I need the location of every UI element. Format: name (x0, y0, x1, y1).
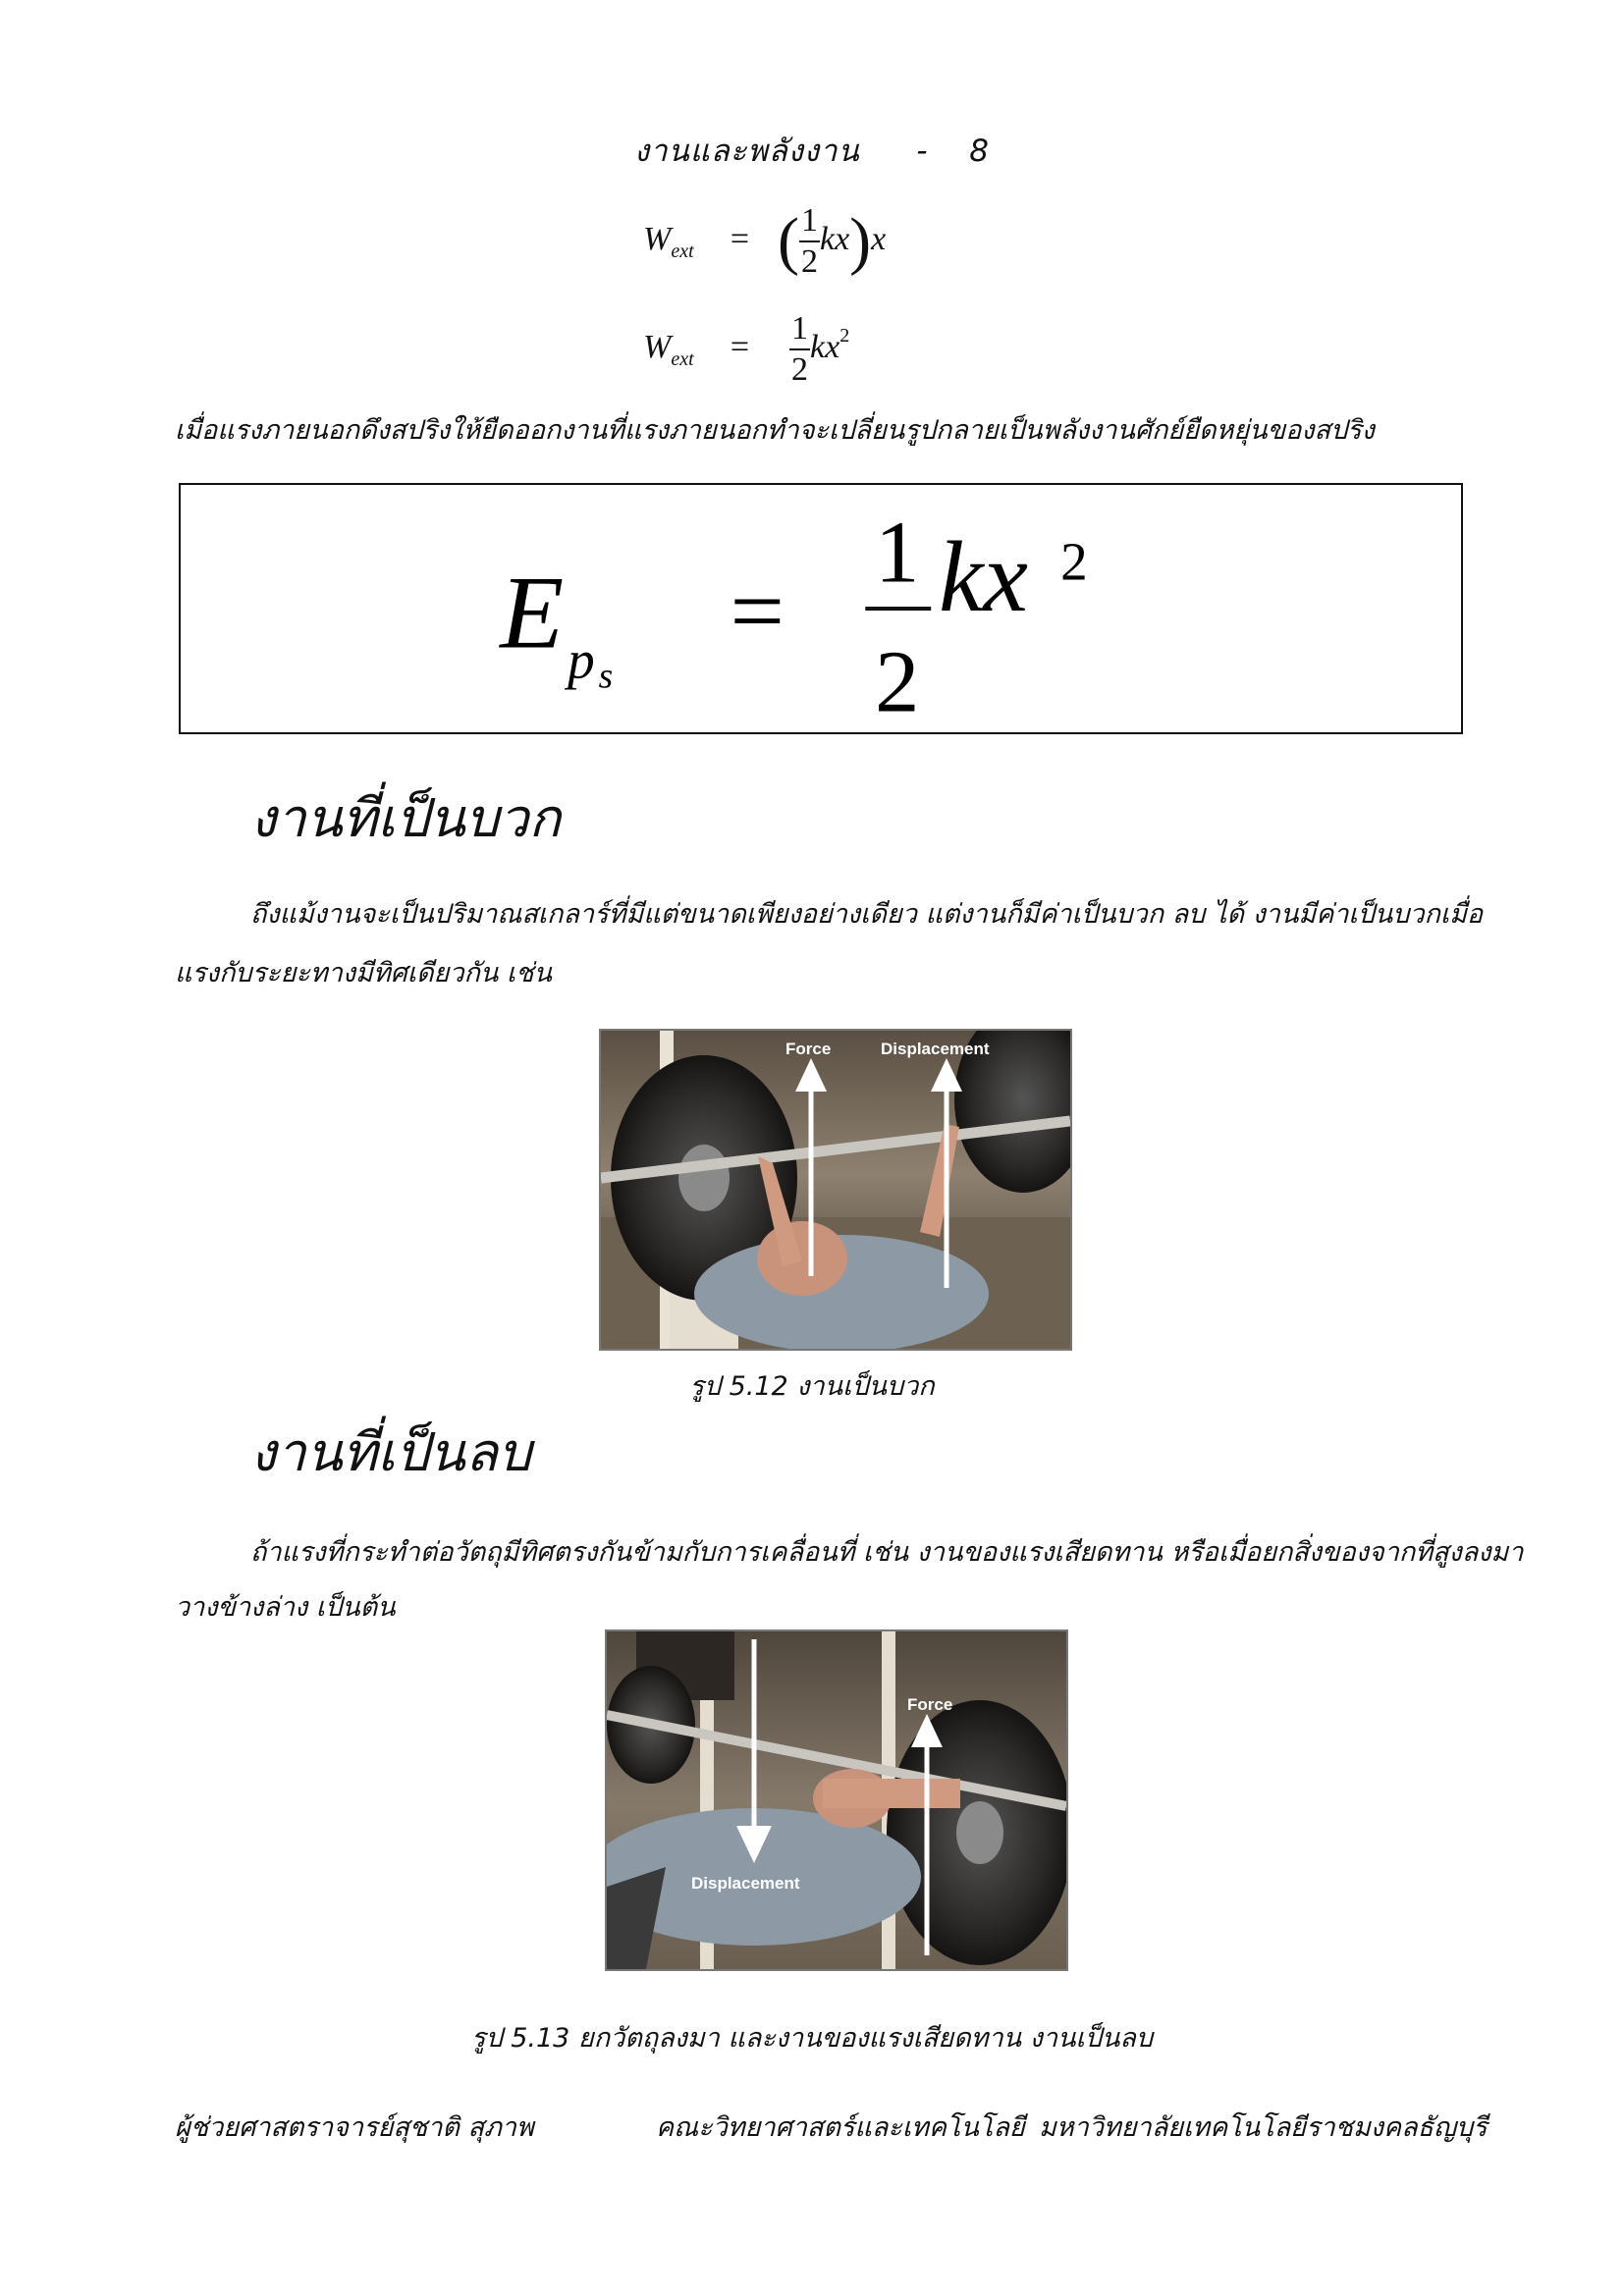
heading-positive-work: งานที่เป็นบวก (250, 787, 562, 849)
page-footer (175, 2106, 1488, 2148)
lifter-head (757, 1221, 847, 1296)
intro-text: เมื่อแรงภายนอกดึงสปริงให้ยืดออกงานที่แรงภายนอกทำจะเปลี่ยนรูปกลายเป็นพลังงานศักย์ยืดหยุ่นของสปริง (175, 415, 1375, 446)
displacement-label: Displacement (881, 1040, 990, 1058)
footer-author: ผู้ช่วยศาสตราจารย์สุชาติ สุภาพ (175, 2112, 534, 2143)
bench-press-down-illustration (607, 1631, 1066, 1969)
figure-positive-work-photo (599, 1029, 1072, 1351)
formula-equals: = (730, 558, 785, 666)
formula-exponent: 2 (1060, 531, 1088, 592)
formula-sub-p: p (568, 629, 595, 690)
formula-kx: kx (939, 521, 1028, 633)
force-label: Force (785, 1040, 832, 1058)
negative-paragraph-line2: วางข้างล่าง เป็นต้น (175, 1592, 396, 1623)
header-title: งานและพลังงาน (633, 133, 860, 169)
bench-press-up-illustration (601, 1031, 1070, 1349)
heading-negative-work: งานที่เป็นลบ (250, 1421, 532, 1483)
figure-5-13-caption: รูป 5.13 ยกวัตถุลงมา และงานของแรงเสียดทาน งานเป็นลบ (471, 2023, 1153, 2054)
spring-energy-formula (181, 485, 1461, 732)
equation-work-1: $W_{ext}$ = ( $\frac{1}{2}$ kx)x (643, 202, 887, 280)
formula-denominator: 2 (875, 631, 920, 731)
positive-paragraph-line1: ถึงแม้งานจะเป็นปริมาณสเกลาร์ที่มีแต่ขนาดเพียงอย่างเดียว แต่งานก็มีค่าเป็นบวก ลบ ได้ งานมีค่าเป็นบวกเมื่อ (250, 899, 1484, 930)
lifter-arms (823, 1779, 960, 1808)
figure-negative-work-photo (605, 1629, 1068, 1971)
spring-energy-formula-box (179, 483, 1463, 734)
formula-E: E (500, 554, 565, 670)
displacement-label: Displacement (691, 1874, 800, 1893)
equation-work-2: $W_{ext}$ = $\frac{1}{2}$ $kx^2$ (643, 310, 850, 388)
negative-paragraph-line1: ถ้าแรงที่กระทำต่อวัตถุมีทิศตรงกันข้ามกับการเคลื่อนที่ เช่น งานของแรงเสียดทาน หรือเมื่อยกสิ่งของจากที่สูงลงมา (250, 1537, 1524, 1568)
positive-paragraph-line2: แรงกับระยะทางมีทิศเดียวกัน เช่น (175, 958, 552, 988)
formula-sub-s: s (598, 656, 614, 697)
force-label: Force (907, 1695, 953, 1714)
formula-numerator: 1 (875, 502, 920, 602)
footer-faculty: คณะวิทยาศาสตร์และเทคโนโลยี (656, 2112, 1025, 2143)
footer-university: มหาวิทยาลัยเทคโนโลยีราชมงคลธัญบุรี (1039, 2112, 1488, 2143)
page-header (0, 126, 1624, 175)
page-number: 8 (969, 133, 991, 169)
figure-5-12-caption: รูป 5.12 งานเป็นบวก (689, 1371, 935, 1402)
header-separator: - (916, 133, 929, 169)
